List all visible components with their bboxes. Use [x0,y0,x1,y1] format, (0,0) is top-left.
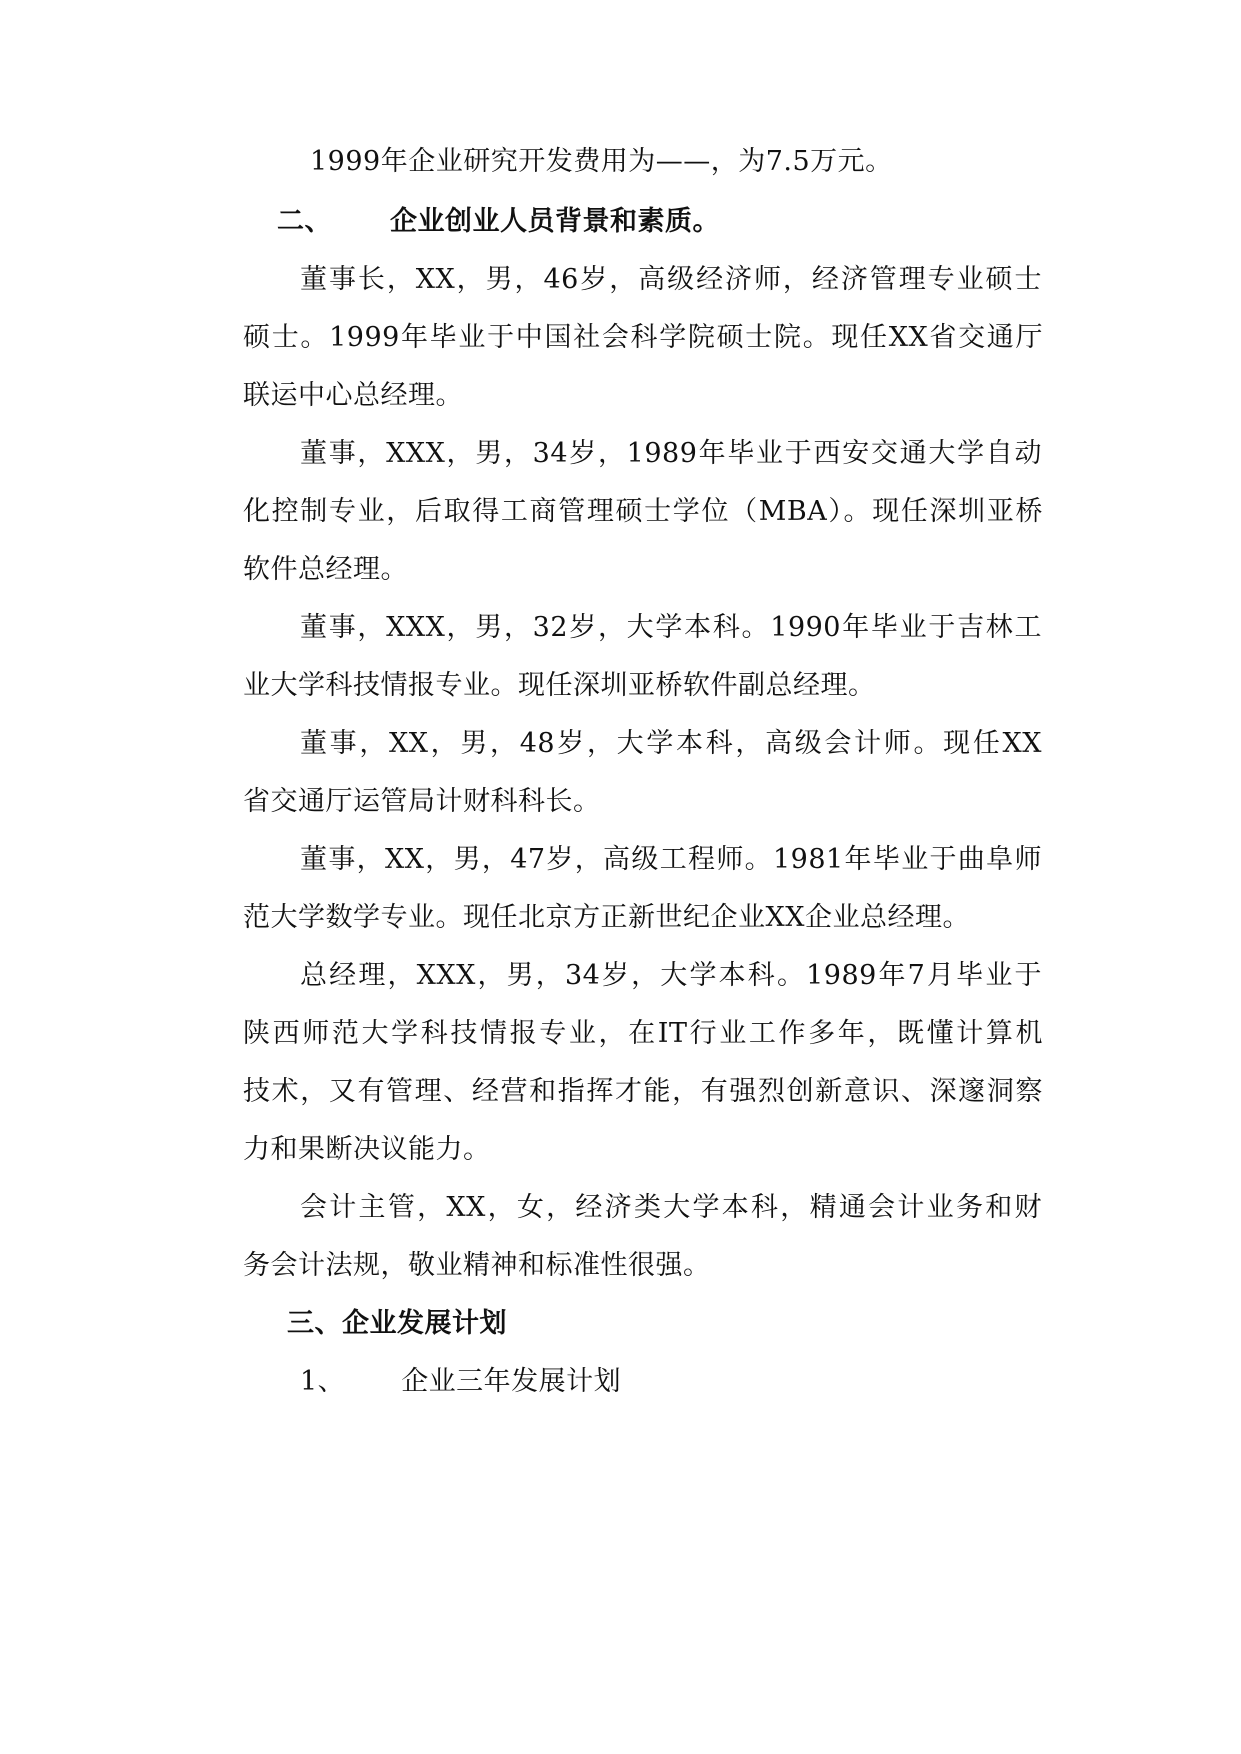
paragraph-chairman-line-1: 董事长，XX，男，46岁，高级经济师，经济管理专业硕士 [300,264,1042,295]
section-heading-2-title: 企业创业人员背景和素质。 [390,206,720,237]
paragraph-general-manager-line-2: 陕西师范大学科技情报专业，在IT行业工作多年，既懂计算机 [243,1018,1043,1049]
paragraph-chairman-line-2: 硕士。1999年毕业于中国社会科学院硕士院。现任XX省交通厅 [243,322,1043,353]
paragraph-director-4-line-2: 范大学数学专业。现任北京方正新世纪企业XX企业总经理。 [243,902,970,933]
paragraph-accountant-line-2: 务会计法规，敬业精神和标准性很强。 [243,1250,711,1281]
paragraph-director-1-line-3: 软件总经理。 [243,554,408,585]
paragraph-general-manager-line-4: 力和果断决议能力。 [243,1134,491,1165]
subsection-heading-1 [300,1364,621,1400]
section-heading-3: 三、企业发展计划 [287,1308,507,1339]
paragraph-director-3-line-2: 省交通厅运管局计财科科长。 [243,786,601,817]
section-heading-2-number: 二、 [277,206,332,237]
paragraph-director-1-line-2: 化控制专业，后取得工商管理硕士学位（MBA）。现任深圳亚桥 [243,496,1043,527]
paragraph-director-1-line-1: 董事，XXX，男，34岁，1989年毕业于西安交通大学自动 [300,438,1042,469]
paragraph-director-4-line-1: 董事，XX，男，47岁，高级工程师。1981年毕业于曲阜师 [300,844,1042,875]
paragraph-director-2-line-2: 业大学科技情报专业。现任深圳亚桥软件副总经理。 [243,670,876,701]
paragraph-general-manager-line-3: 技术，又有管理、经营和指挥才能，有强烈创新意识、深邃洞察 [243,1076,1043,1107]
rd-expense-line: 1999年企业研究开发费用为——，为7.5万元。 [310,146,893,177]
subsection-heading-1-title: 企业三年发展计划 [401,1366,622,1397]
section-heading-2 [277,204,720,240]
paragraph-director-3-line-1: 董事，XX，男，48岁，大学本科，高级会计师。现任XX [300,728,1042,759]
paragraph-general-manager-line-1: 总经理，XXX，男，34岁，大学本科。1989年7月毕业于 [300,960,1042,991]
subsection-heading-1-number: 1、 [300,1366,346,1397]
paragraph-accountant-line-1: 会计主管，XX，女，经济类大学本科，精通会计业务和财 [300,1192,1042,1223]
paragraph-chairman-line-3: 联运中心总经理。 [243,380,463,411]
paragraph-director-2-line-1: 董事，XXX，男，32岁，大学本科。1990年毕业于吉林工 [300,612,1042,643]
